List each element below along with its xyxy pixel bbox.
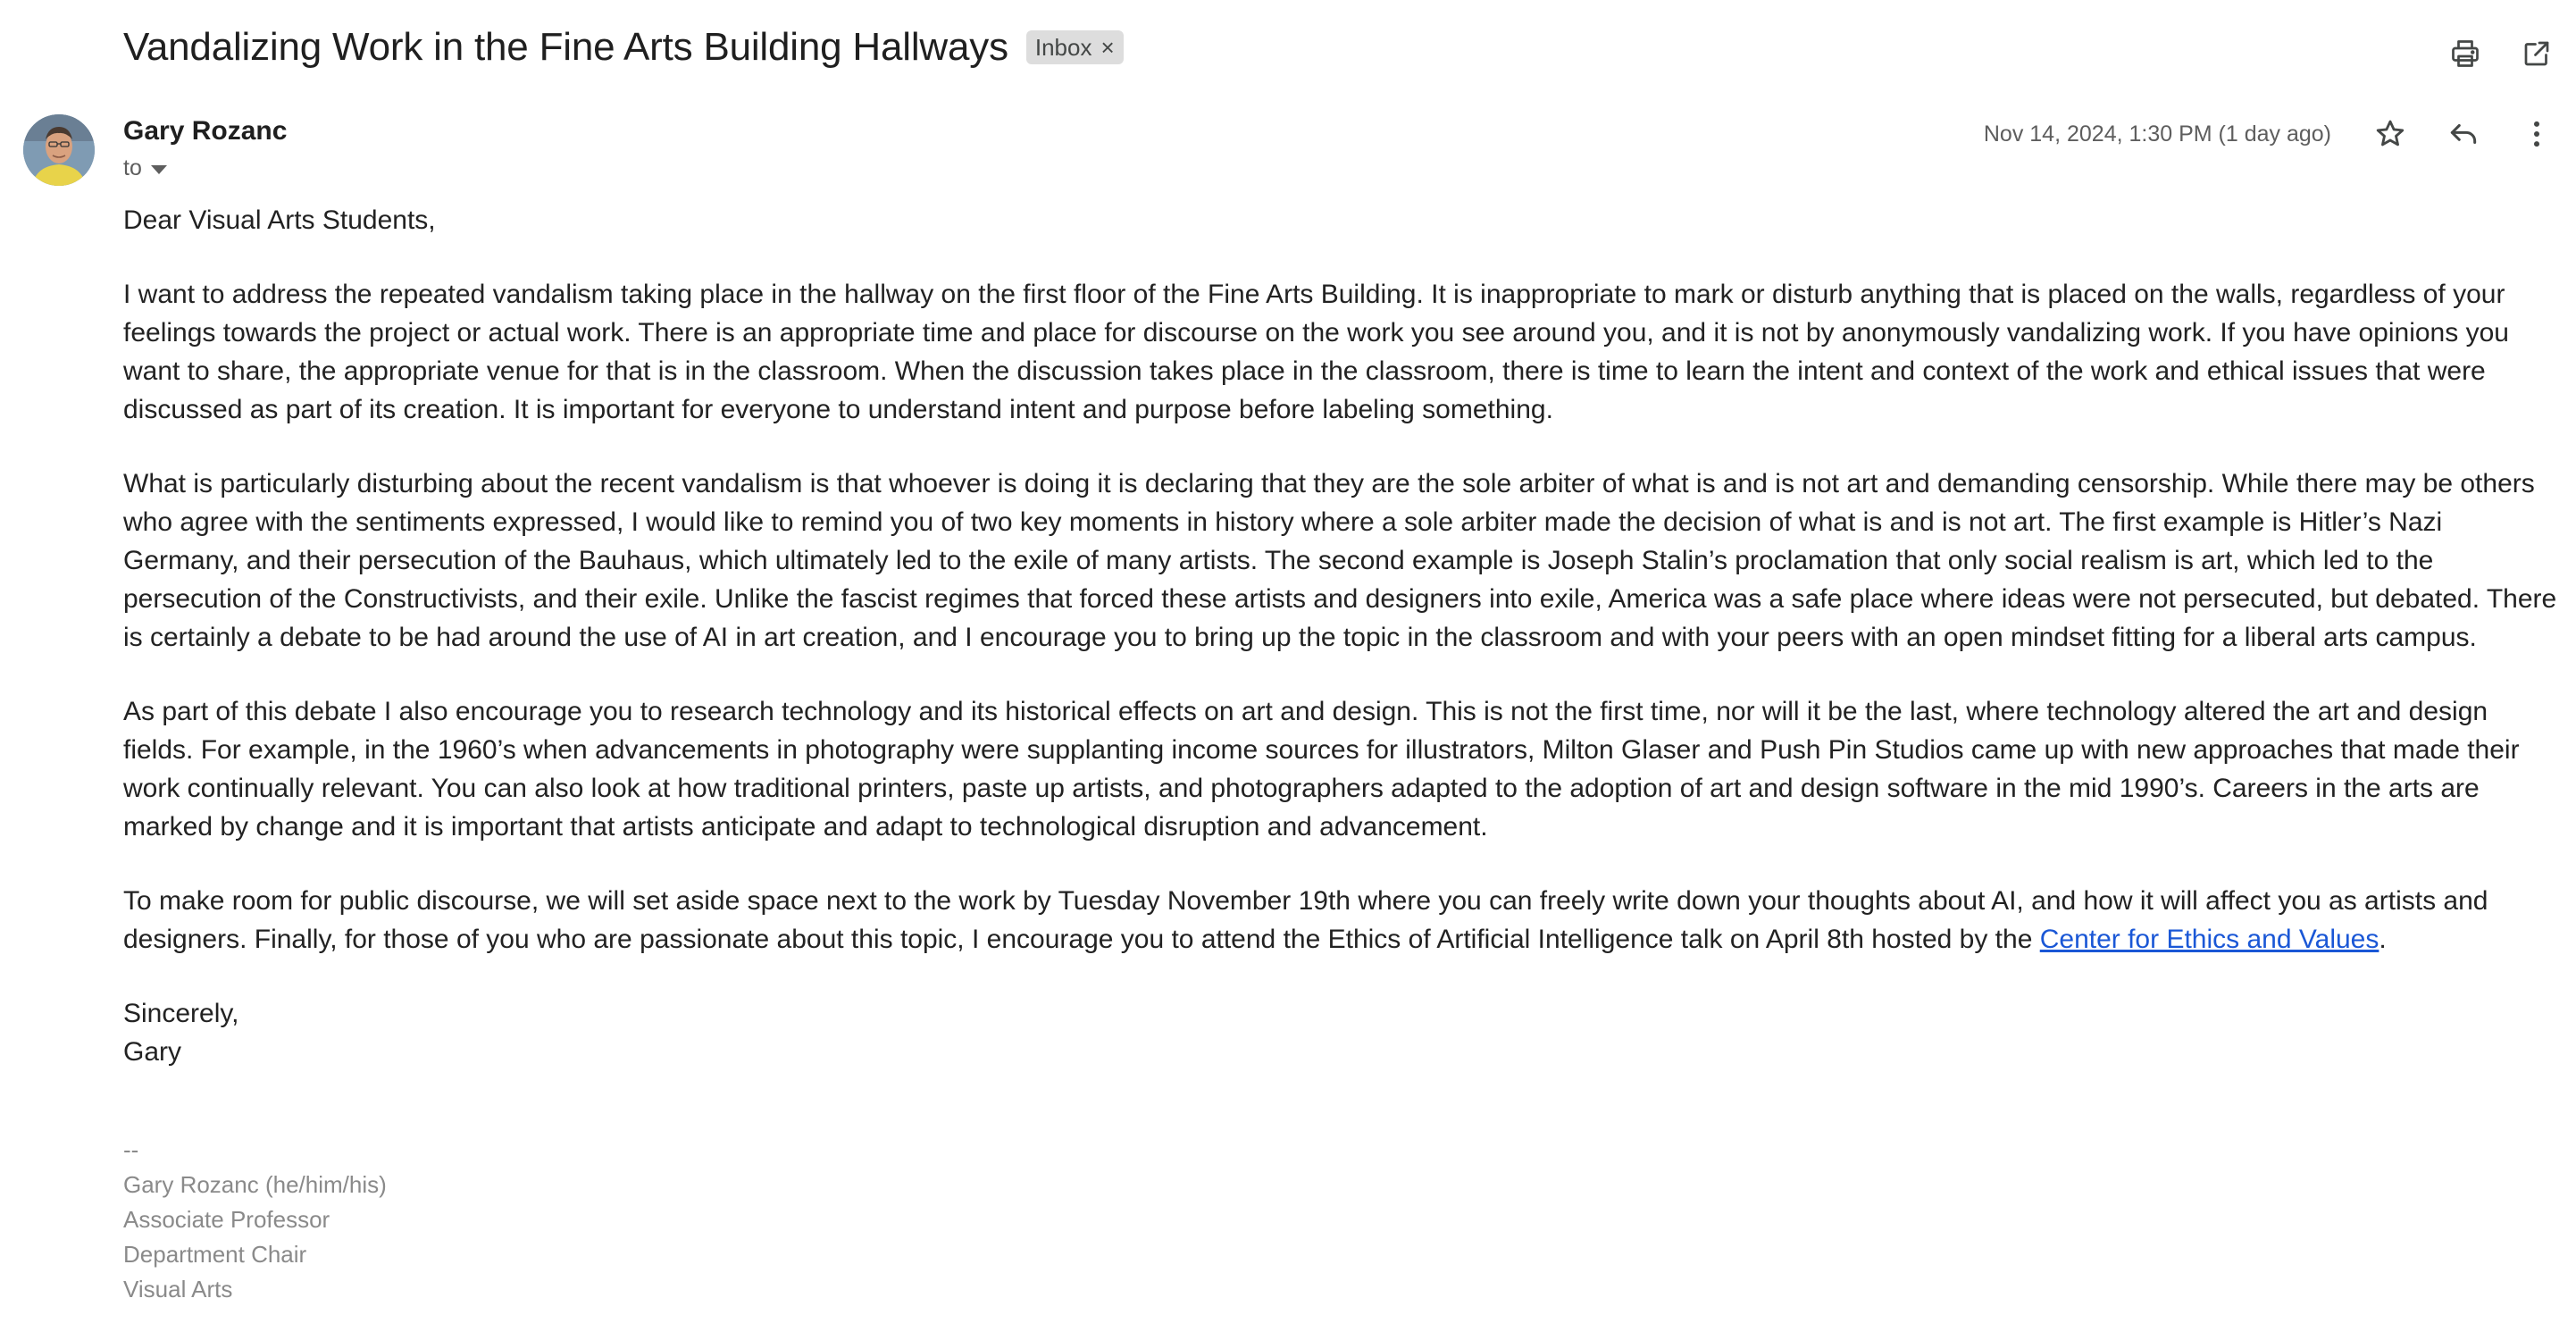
sender-name[interactable]: Gary Rozanc [123,116,288,146]
recipients-toggle[interactable] [123,155,167,181]
greeting: Dear Visual Arts Students, [123,205,436,235]
print-icon[interactable] [2446,34,2485,73]
inbox-label-chip[interactable] [1026,30,1124,64]
remove-label-icon[interactable]: × [1100,34,1115,61]
subject-row [123,25,1124,70]
center-for-ethics-link[interactable]: Center for Ethics and Values [2039,925,2379,954]
sign-name: Gary [123,1037,182,1067]
open-in-new-icon[interactable] [2517,34,2556,73]
reply-icon[interactable] [2444,114,2483,154]
to-label: to [123,155,142,180]
paragraph-4-end: . [2379,925,2387,954]
sender-avatar[interactable] [23,114,95,186]
body-paragraph-3: As part of this debate I also encourage you to research technology and its historical effects on art and design. This is not the first time, nor will it be the last, where technology altered the art and design fields. For example, in the 1960’s when advancements in photography were supplanting income sources for illustrators, Milton Glaser and Push Pin Studios came up with new approaches that made their work continually relevant. You can also look at how traditional printers, paste up artists, and photographers adapted to the adoption of art and design software in the mid 1990’s. Careers in the arts are marked by change and it is important that artists anticipate and adapt to technological disruption and advancement. [123,697,2520,842]
message-meta [1984,114,2556,154]
signature-title-2: Department Chair [123,1241,307,1268]
closing-block [123,994,2562,1071]
closing: Sincerely, [123,999,239,1028]
signature-name: Gary Rozanc (he/him/his) [123,1171,387,1198]
more-vert-icon[interactable] [2517,114,2556,154]
body-paragraph-2: What is particularly disturbing about the recent vandalism is that whoever is doing it is declaring that they are the sole arbiter of what is and is not art and demanding censorship. While there may be others who agree with the sentiments expressed, I would like to remind you of two key moments in history where a sole arbiter made the decision of what is and is not art. The first example is Hitler’s Nazi Germany, and their persecution of the Bauhaus, which ultimately led to the exile of many artists. The second example is Joseph Stalin’s proclamation that only social realism is art, which led to the persecution of the Constructivists, and their exile. Unlike the fascist regimes that forced these artists and designers into exile, America was a safe place where ideas were not persecuted, but debated. There is certainly a debate to be had around the use of AI in art creation, and I encourage you to bring up the topic in the classroom and with your peers with an open mindset fitting for a liberal arts campus. [123,469,2557,652]
star-icon[interactable] [2371,114,2410,154]
message-date: Nov 14, 2024, 1:30 PM (1 day ago) [1983,121,2331,147]
signature-separator: -- [123,1136,139,1163]
body-paragraph-1: I want to address the repeated vandalism taking place in the hallway on the first floor of the Fine Arts Building. It is inappropriate to mark or disturb anything that is placed on the walls, regardless of your feelings towards the project or actual work. There is an appropriate time and place for discourse on the work you see around you, and it is not by anonymously vandalizing work. If you have opinions you want to share, the appropriate venue for that is in the classroom. When the discussion takes place in the classroom, there is time to learn the intent and context of the work and ethical issues that were discussed as part of its creation. It is important for everyone to understand intent and purpose before labeling something. [123,280,2509,424]
signature-department: Visual Arts [123,1276,233,1302]
email-subject: Vandalizing Work in the Fine Arts Building Hallways [123,25,1008,69]
top-actions [2446,34,2556,73]
body-paragraph-4 [123,882,2562,959]
message-body [123,201,2562,1071]
signature-title-1: Associate Professor [123,1206,330,1233]
label-chip-text: Inbox [1034,33,1092,61]
chevron-down-icon[interactable] [151,165,167,174]
email-signature [123,1133,387,1307]
paragraph-4-text: To make room for public discourse, we will set aside space next to the work by Tuesday November 19th where you can freely write down your thoughts about AI, and how it will affect you as artists and designers. Finally, for those of you who are passionate about this topic, I encourage you to attend the Ethics of Artificial Intelligence talk on April 8th hosted by the [123,886,2488,954]
